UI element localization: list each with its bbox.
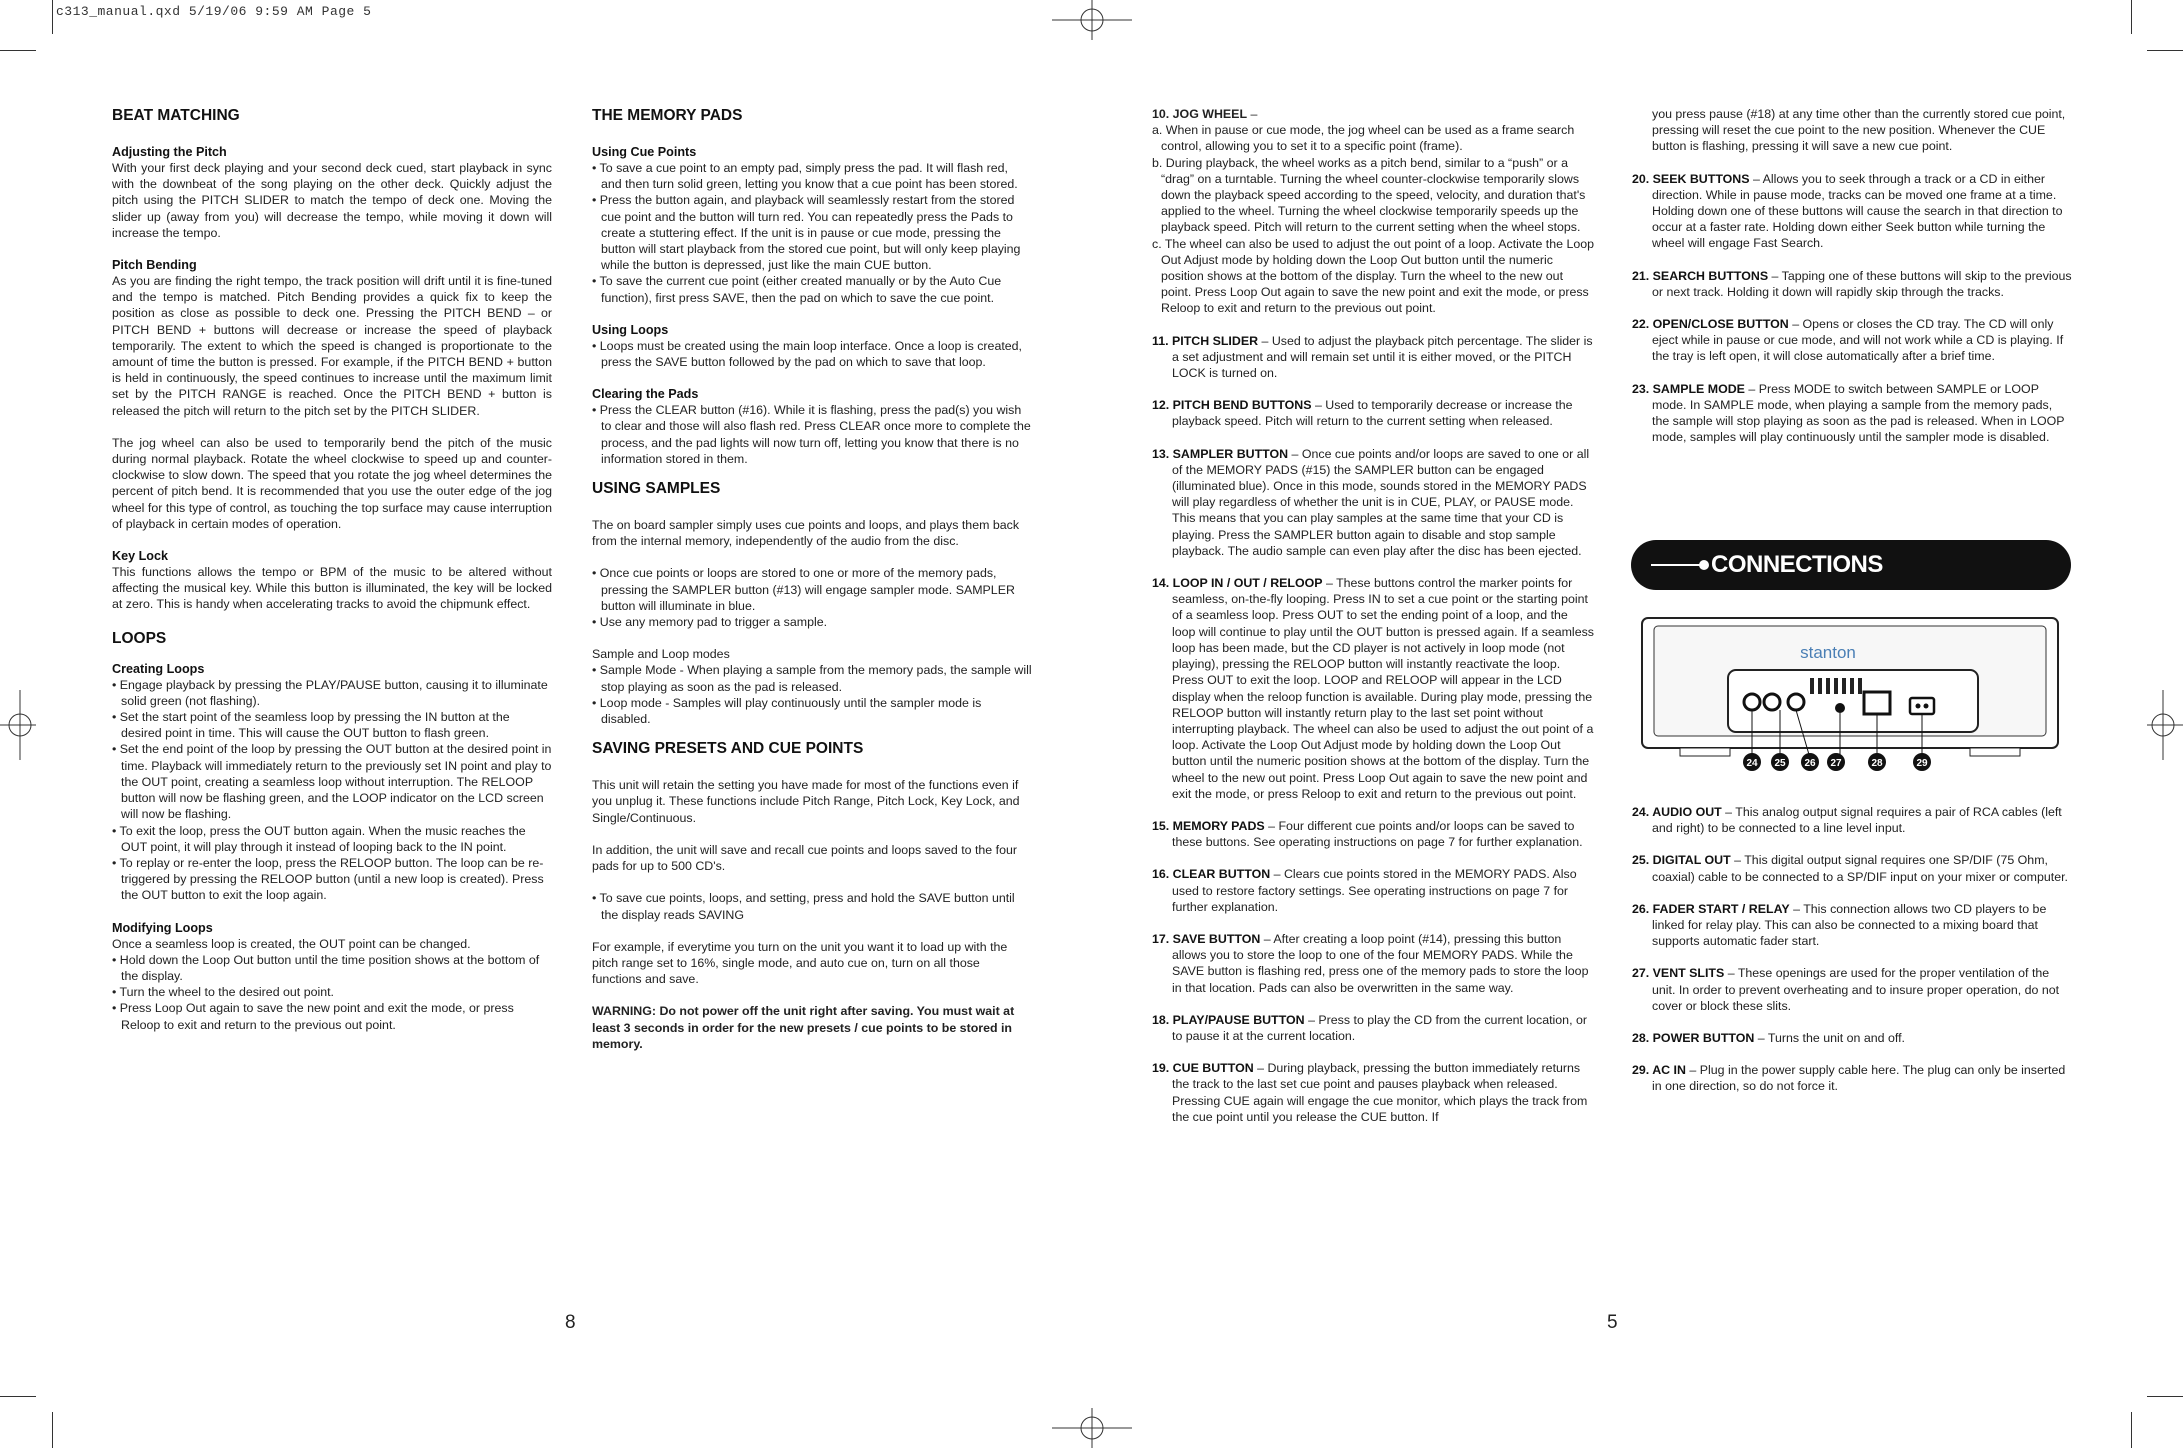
rca-left-jack [1744, 694, 1760, 710]
list-item: • Set the end point of the loop by pressing the OUT button at the desired point in time. Playback will immediately return to the previously set IN point and play to the OUT point, creating a seamless loop without interruption. The RELOOP button will now be flashing green, and the LOOP indicator on the LCD screen will now be flashing. [112, 742, 552, 822]
item-text: – Once cue points and/or loops are saved to one or all of the MEMORY PADS (#15) the SAMPLER button can be engaged (illuminated blue). Once in this mode, sounds stored in the MEMORY PADS will play regardless of whether the unit is in CUE, PLAY, or PAUSE mode. This means that you can play samples at the same time that your CD is playing. Press the SAMPLER button again to disable and stop sample playback. The audio sample can even play after the disc has been ejected. [1172, 446, 1590, 558]
subheading-modifying-loops: Modifying Loops [112, 920, 213, 935]
list-item: a. When in pause or cue mode, the jog wheel can be used as a frame search control, allowing you to set it to a specific point (frame). [1152, 123, 1575, 154]
list-item [1632, 268, 2072, 300]
trim-mark [2131, 0, 2132, 34]
item-title: 29. AC IN [1632, 1063, 1686, 1078]
paragraph: Sample and Loop modes [592, 647, 730, 662]
heading-saving-presets: SAVING PRESETS AND CUE POINTS [592, 740, 864, 758]
item-title: 21. SEARCH BUTTONS [1632, 268, 1769, 283]
file-slug: c313_manual.qxd 5/19/06 9:59 AM Page 5 [56, 4, 372, 19]
subheading-pitch-bending: Pitch Bending [112, 258, 197, 273]
item-text: – These buttons control the marker points for seamless, on-the-fly looping. Press IN to set a cue point or the starting point of a seamless loop. Press OUT to set the ending point of a loop, and the loop will continue to play until the OUT button is pressed again. If a seamless loop has been made, but the CD player is not actively in loop mode (not playing), pressing the RELOOP button will instantly reactivate the loop. Press OUT to exit the loop. LOOP and RELOOP will appear in the LCD display when the reloop function is available. During play mode, pressing the RELOOP button will instantly return play to the last set point without interrupting playback. The wheel can also be used to adjust the out point of a loop. Activate the Loop Out Adjust mode by holding down the Loop Out button until the numeric position shows at the bottom of the display. Turn the wheel to the new out point. Press Loop Out again to save the new point and exit the mode, or press Reloop to exit and return to the previous out point. [1172, 576, 1594, 801]
heading-beat-matching: BEAT MATCHING [112, 107, 240, 124]
item-text: – Opens or closes the CD tray. The CD will only eject while in pause or cue mode, and will not work while a CD is playing. If the tray is left open, it will close automatically after a brief time. [1652, 317, 2064, 364]
list-item [1152, 397, 1594, 429]
digital-out-jack [1788, 694, 1804, 710]
paragraph: Once a seamless loop is created, the OUT point can be changed. [112, 936, 471, 951]
item-title: 10. JOG WHEEL [1152, 107, 1248, 121]
list-item: b. During playback, the wheel works as a pitch bend, similar to a “push” or a “drag” on a turntable. Turning the wheel counter-clockwise temporarily slows down the playback speed according to the speed, velocity, and duration that's applied to the wheel. Turning the wheel clockwise temporarily speeds up the playback speed. Pitch will return to the current setting when the wheel stops. [1152, 155, 1586, 235]
item-text: – This connection allows two CD players to be linked for relay play. This can also be connected to a mixing board that supports automatic fader start. [1652, 901, 2047, 949]
item-title: 18. PLAY/PAUSE BUTTON [1152, 1012, 1305, 1027]
paragraph: This functions allows the tempo or BPM of the music to be altered without affecting the musical key. While this button is illuminated, the key will be locked at zero. This is handy when accelerating tracks to avoid the chipmunk effect. [112, 565, 552, 612]
warning-text: WARNING: Do not power off the unit right after saving. You must wait at least 3 seconds in order for the new presets / cue points to be stored in memory. [592, 1004, 1015, 1051]
subheading-using-cue-points: Using Cue Points [592, 145, 697, 159]
ac-in-socket-icon [1910, 698, 1934, 714]
list-item: • Turn the wheel to the desired out point. [112, 985, 335, 1000]
list-item: • To replay or re-enter the loop, press the RELOOP button. The loop can be re-triggered by pressing the RELOOP button (until a new loop is created). Press the OUT button to exit the loop again. [112, 855, 544, 903]
item-title: 16. CLEAR BUTTON [1152, 867, 1271, 882]
paragraph: This unit will retain the setting you have made for most of the functions even if you unplug it. These functions include Pitch Range, Pitch Lock, Key Lock, and Single/Continuous. [592, 778, 1020, 825]
item-title: 12. PITCH BEND BUTTONS [1152, 398, 1312, 413]
column-4 [1632, 106, 2072, 445]
list-item: • Use any memory pad to trigger a sample. [592, 615, 828, 630]
paragraph: The jog wheel can also be used to temporarily bend the pitch of the music during normal playback. Rotate the wheel clockwise to speed up and counter-clockwise to slow down. The speed that you rotate the jog wheel determines the percent of pitch bend. It is recommended that you use the outer edge of the jog wheel for this type of control, as touching the top surface may cause interruption of playback in certain modes of operation. [112, 435, 552, 531]
item-text: – During playback, pressing the button immediately returns the track to the last set cue point and pauses playback when released. Pressing CUE again will engage the cue monitor, which plays the track from the cue point until you release the CUE button. If [1172, 1061, 1588, 1124]
page-number-right: 5 [1607, 1312, 1618, 1333]
list-item: • Loop mode - Samples will play continuously until the sampler mode is disabled. [592, 695, 982, 727]
item-text: – Plug in the power supply cable here. The plug can only be inserted in one direction, so do not force it. [1652, 1063, 2066, 1094]
list-item [1152, 866, 1594, 915]
item-title: 23. SAMPLE MODE [1632, 381, 1745, 396]
trim-mark [52, 1412, 53, 1448]
list-item: • Press the CLEAR button (#16). While it is flashing, press the pad(s) you wish to clear and those will also flash red. Press CLEAR once more to complete the process, and the pad lights will now turn off, letting you know that there is no information stored in them. [592, 403, 1031, 466]
item-title: 27. VENT SLITS [1632, 966, 1725, 981]
list-item [1152, 1012, 1594, 1044]
subheading-key-lock: Key Lock [112, 549, 168, 564]
connections-banner [1631, 540, 2071, 590]
trim-mark [0, 1396, 36, 1397]
callout-27: 27 [1830, 758, 1842, 769]
subheading-adjusting-pitch: Adjusting the Pitch [112, 145, 227, 159]
list-item: • Press the button again, and playback will seamlessly restart from the stored cue point and the button will turn red. You can repeatedly press the Pads to create a stuttering effect. If the unit is in pause or cue mode, pressing the button will start playback from the stored cue point, but will only keep playing while the button is depressed, just like the main CUE button. [592, 193, 1021, 273]
list-item [1632, 1030, 2072, 1046]
list-item: • Sample Mode - When playing a sample from the memory pads, the sample will stop playing as soon as the pad is released. [592, 663, 1032, 694]
item-text: – Used to temporarily decrease or increase the playback speed. Pitch will return to the current setting when released. [1172, 398, 1573, 429]
list-item [1632, 171, 2072, 252]
heading-loops: LOOPS [112, 629, 167, 647]
list-item: • Hold down the Loop Out button until the time position shows at the bottom of the display. [112, 952, 540, 983]
item-title: 22. OPEN/CLOSE BUTTON [1632, 317, 1789, 332]
list-item: • Loops must be created using the main loop interface. Once a loop is created, press the SAVE button followed by the pad on which to save that loop. [592, 338, 1022, 370]
rear-panel-illustration [1640, 612, 2060, 774]
heading-using-samples: USING SAMPLES [592, 480, 721, 498]
trim-mark [2147, 50, 2183, 51]
callout-26: 26 [1804, 758, 1816, 769]
list-item: • To save cue points, loops, and setting, press and hold the SAVE button until the display reads SAVING [592, 891, 1015, 922]
list-item [1152, 931, 1594, 996]
item-text: – [1247, 107, 1258, 121]
item-text: – These openings are used for the proper ventilation of the unit. In order to prevent overheating and to insure proper operation, do not cover or block these slits. [1652, 966, 2060, 1013]
paragraph: With your first deck playing and your second deck cued, start playback in sync with the downbeat of the song playing on the other deck. Quickly adjust the pitch using the PITCH SLIDER to match the tempo of deck one. Moving the slider up (away from you) will decrease the tempo, while moving it down will increase the tempo. [112, 161, 552, 240]
item-text: – Allows you to seek through a track or a CD in either direction. While in pause mode, tracks can be moved one frame at a time. Holding down one of these buttons will cause the search in that direction to occur at a faster rate. Holding down either Seek button while turning the wheel will engage Fast Search. [1652, 171, 2063, 251]
callout-24: 24 [1746, 758, 1758, 769]
list-item: • Engage playback by pressing the PLAY/PAUSE button, causing it to illuminate solid green (not flashing). [112, 677, 548, 708]
paragraph: you press pause (#18) at any time other than the currently stored cue point, pressing will reset the cue point to the new position. Whenever the CUE button is flashing, pressing it will save a new cue point. [1652, 107, 2066, 154]
fader-start-jack [1835, 703, 1845, 713]
brand-logo: stanton [1800, 643, 1856, 662]
paragraph: For example, if everytime you turn on the unit you want it to load up with the pitch range set to 16%, single mode, and auto cue on, turn on all those functions and save. [592, 939, 1008, 987]
column-2 [592, 106, 1032, 1052]
trim-mark [2131, 1412, 2132, 1448]
item-text: – After creating a loop point (#14), pressing this button allows you to store the loop to one of the four MEMORY PADS. While the SAVE button is flashing red, press one of the memory pads to store the loop in that location. Pads can also be overwritten in the same way. [1172, 931, 1589, 995]
banner-arrow [1651, 564, 1703, 566]
list-item [1632, 965, 2072, 1014]
item-title: 14. LOOP IN / OUT / RELOOP [1152, 576, 1323, 591]
list-item [1632, 804, 2072, 836]
item-title: 26. FADER START / RELAY [1632, 901, 1790, 916]
list-item: • Press Loop Out again to save the new point and exit the mode, or press Reloop to exit and return to the previous out point. [112, 1001, 514, 1032]
item-title: 11. PITCH SLIDER [1152, 333, 1259, 348]
list-item: • To save the current cue point (either created manually or by the Auto Cue function), first press SAVE, then the pad on which to save the cue point. [592, 274, 1002, 305]
registration-mark-right [2147, 690, 2183, 760]
connections-heading: CONNECTIONS [1711, 551, 1883, 578]
paragraph: The on board sampler simply uses cue points and loops, and plays them back from the internal memory, independently of the audio from the disc. [592, 518, 1020, 549]
list-item: • Set the start point of the seamless loop by pressing the IN button at the desired point in time. This will cause the OUT button to flash green. [112, 710, 510, 741]
list-item [1152, 446, 1594, 559]
callout-29: 29 [1916, 758, 1928, 769]
item-text: – Clears cue points stored in the MEMORY PADS. Also used to restore factory settings. See operating instructions on page 7 for further explanation. [1172, 867, 1577, 914]
item-text: – Used to adjust the playback pitch percentage. The slider is a set adjustment and will remain set until it is either moved, or the PITCH LOCK is turned on. [1172, 333, 1593, 381]
paragraph: As you are finding the right tempo, the track position will drift until it is fine-tuned and the tempo is matched. Pitch Bending provides a quick fix to keep the position as close as possible to deck one. Pressing the PITCH BEND – or PITCH BEND + buttons will decrease or increase the speed of playback temporarily. The extent to which the speed is changed is proportionate to the amount of time the button is pressed. For example, if the PITCH BEND + button is held in continuously, the speed continues to increase until the maximum limit set by the PITCH RANGE is reached. Once the PITCH BEND + button is released the pitch will return to the pitch set by the PITCH SLIDER. [112, 274, 552, 418]
item-text: – This digital output signal requires one SP/DIF (75 Ohm, coaxial) cable to be connected to a SP/DIF input on your mixer or computer. [1652, 853, 2068, 884]
registration-mark-top [1052, 0, 1132, 40]
heading-memory-pads: THE MEMORY PADS [592, 107, 743, 124]
rca-right-jack [1764, 694, 1780, 710]
list-item [1152, 575, 1594, 802]
item-text: – Turns the unit on and off. [1754, 1031, 1905, 1046]
list-item: c. The wheel can also be used to adjust the out point of a loop. Activate the Loop Out Adjust mode by holding down the Loop Out button until the numeric position shows at the bottom of the display. Turn the wheel to the new out point. Press Loop Out again to save the new point and exit the mode, or press Reloop to exit and return to the previous out point. [1152, 236, 1595, 316]
paragraph: In addition, the unit will save and recall cue points and loops saved to the four pads for up to 500 CD's. [592, 842, 1017, 874]
item-title: 15. MEMORY PADS [1152, 818, 1265, 833]
column-3 [1152, 106, 1594, 1125]
list-item [1632, 381, 2072, 446]
registration-mark-left [0, 690, 36, 760]
trim-mark [52, 0, 53, 34]
trim-mark [2147, 1396, 2183, 1397]
subheading-clearing-pads: Clearing the Pads [592, 387, 699, 402]
subheading-creating-loops: Creating Loops [112, 661, 205, 676]
page-number-left: 8 [565, 1312, 576, 1333]
item-text: – Press MODE to switch between SAMPLE or LOOP mode. In SAMPLE mode, when playing a sample from the memory pads, the sample will stop playing as soon as the pad is released. When in LOOP mode, samples will play continuously until the sampler mode is disabled. [1652, 381, 2065, 445]
power-switch-icon [1864, 692, 1890, 714]
list-item [1632, 852, 2072, 884]
item-text: – This analog output signal requires a pair of RCA cables (left and right) to be connected to a line level input. [1652, 805, 2062, 836]
list-item [1152, 333, 1594, 382]
item-text: – Press to play the CD from the current location, or to pause it at the current location. [1172, 1012, 1587, 1043]
list-item [1152, 818, 1594, 850]
item-title: 24. AUDIO OUT [1632, 805, 1722, 819]
list-item [1152, 106, 1594, 122]
column-1 [112, 106, 552, 1033]
item-title: 19. CUE BUTTON [1152, 1061, 1254, 1076]
banner-dot [1699, 560, 1709, 570]
item-text: – Tapping one of these buttons will skip to the previous or next track. Holding it down will rapidly skip through the tracks. [1652, 268, 2072, 299]
item-text: – Four different cue points and/or loops can be saved to these buttons. See operating instructions on page 7 for further explanation. [1172, 818, 1583, 850]
list-item [1632, 901, 2072, 950]
list-item: • To exit the loop, press the OUT button again. When the music reaches the OUT point, it will play through it instead of looping back to the IN point. [112, 823, 526, 854]
list-item: • To save a cue point to an empty pad, simply press the pad. It will flash red, and then turn solid green, letting you know that a cue point has been stored. [592, 161, 1018, 192]
callout-28: 28 [1871, 758, 1883, 769]
item-title: 28. POWER BUTTON [1632, 1031, 1755, 1046]
list-item [1632, 316, 2072, 365]
item-title: 25. DIGITAL OUT [1632, 853, 1731, 868]
list-item: • Once cue points or loops are stored to one or more of the memory pads, pressing the SAMPLER button (#13) will engage sampler mode. SAMPLER button will illuminate in blue. [592, 566, 1015, 613]
registration-mark-bottom [1052, 1408, 1132, 1448]
item-title: 13. SAMPLER BUTTON [1152, 446, 1289, 461]
item-title: 20. SEEK BUTTONS [1632, 171, 1750, 186]
column-4-lower [1632, 804, 2072, 1095]
item-title: 17. SAVE BUTTON [1152, 931, 1261, 946]
trim-mark [0, 50, 36, 51]
list-item [1632, 1062, 2072, 1094]
callout-25: 25 [1774, 758, 1786, 769]
list-item [1152, 1060, 1594, 1125]
subheading-using-loops: Using Loops [592, 322, 669, 337]
